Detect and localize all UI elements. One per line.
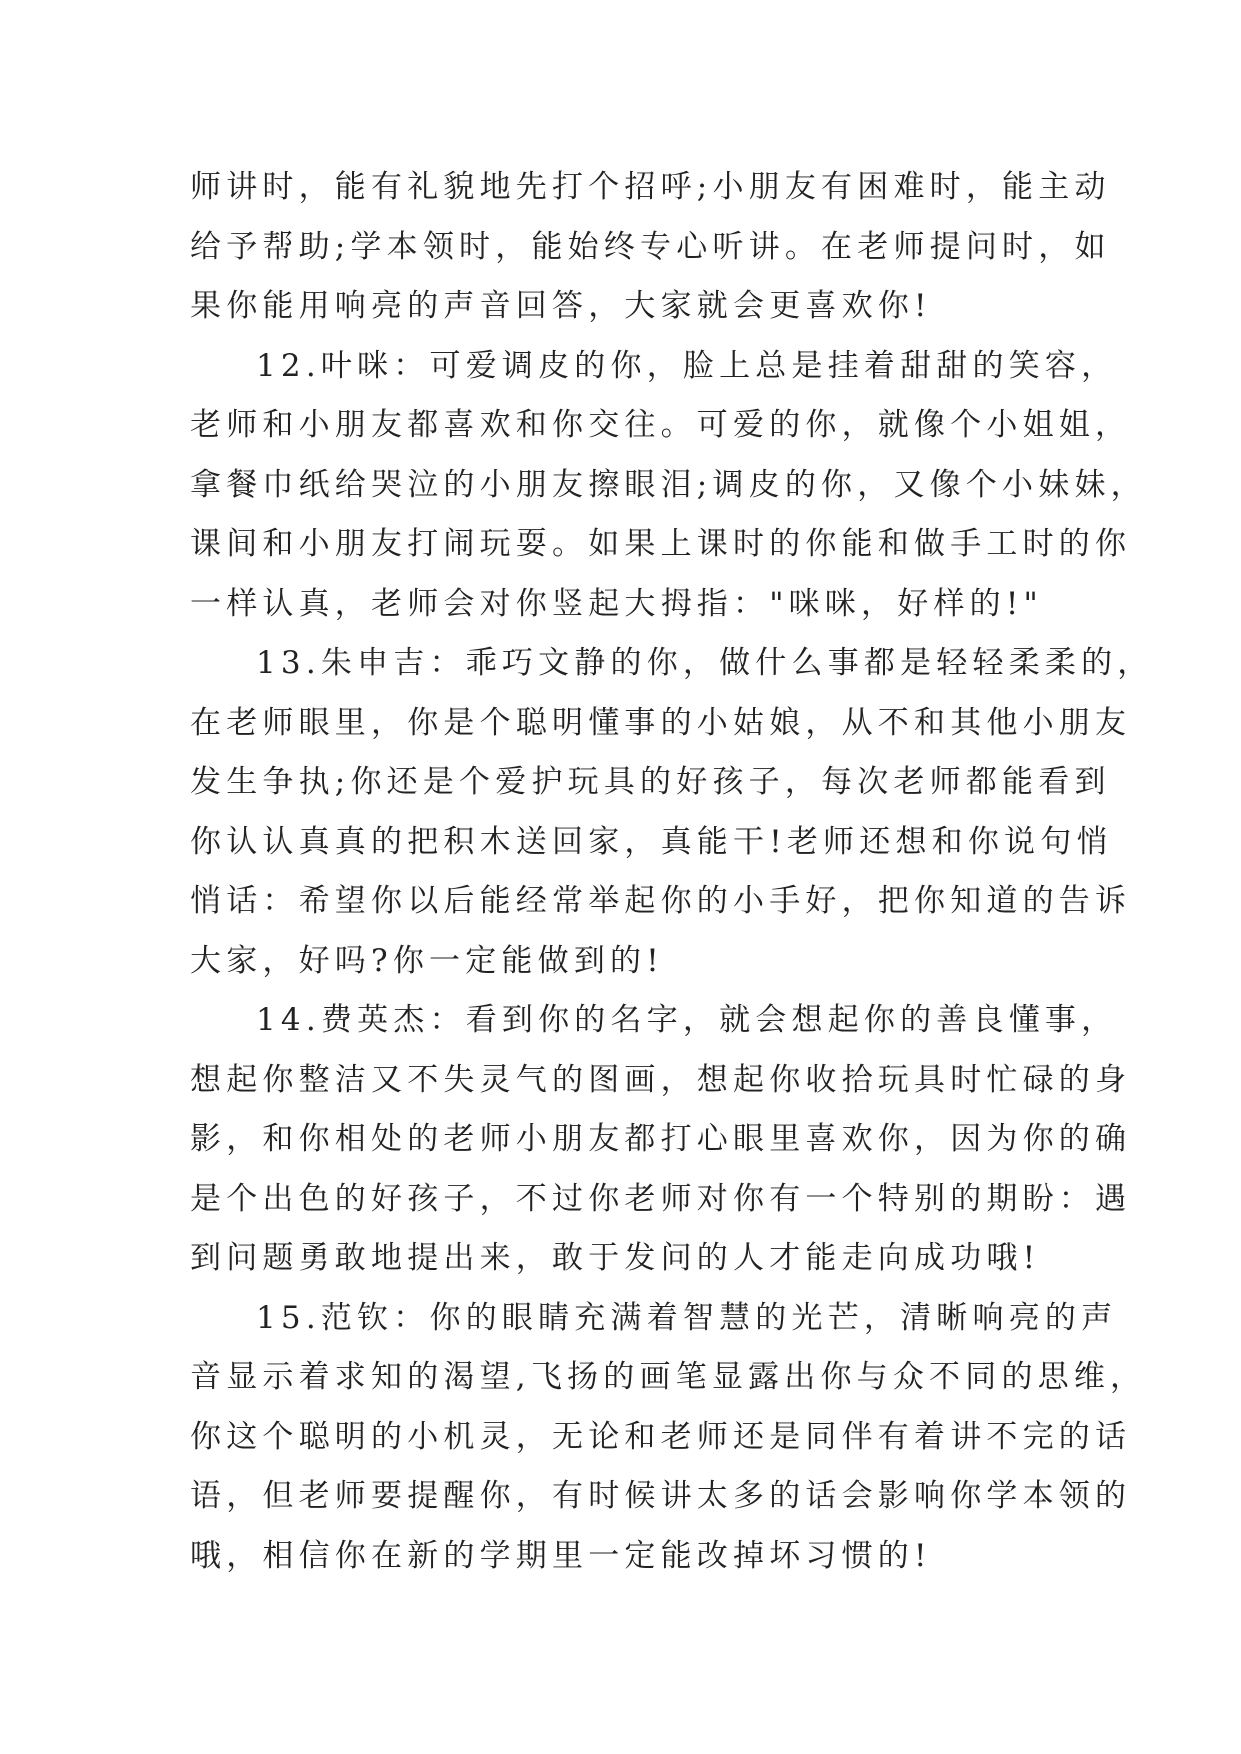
- text-line: 老师和小朋友都喜欢和你交往。可爱的你，就像个小姐姐，: [190, 407, 1132, 443]
- paragraph-item-14: [190, 991, 1132, 1289]
- text-line: 果你能用响亮的声音回答，大家就会更喜欢你!: [190, 288, 932, 324]
- text-line: 哦，相信你在新的学期里一定能改掉坏习惯的!: [190, 1537, 932, 1574]
- paragraph-item-13: [190, 634, 1154, 991]
- text-line: 是个出色的好孩子，不过你老师对你有一个特别的期盼：遇: [190, 1180, 1132, 1217]
- text-line: 大家，好吗?你一定能做到的!: [190, 942, 664, 979]
- text-line: 一样认真，老师会对你竖起大拇指："咪咪，好样的!": [190, 585, 1043, 622]
- text-line: 拿餐巾纸给哭泣的小朋友擦眼泪;调皮的你，又像个小妹妹，: [190, 466, 1147, 503]
- text-line: 你认认真真的把积木送回家，真能干!老师还想和你说句悄: [190, 823, 1113, 860]
- paragraph-intro: [190, 158, 1111, 337]
- text-line: 音显示着求知的渴望,飞扬的画笔显露出你与众不同的思维，: [190, 1359, 1147, 1395]
- text-line: 13.朱申吉：乖巧文静的你，做什么事都是轻轻柔柔的，: [256, 645, 1154, 681]
- text-line: 到问题勇敢地提出来，敢于发问的人才能走向成功哦!: [190, 1240, 1041, 1276]
- text-line: 在老师眼里，你是个聪明懂事的小姑娘，从不和其他小朋友: [190, 704, 1132, 741]
- text-line: 12.叶咪：可爱调皮的你，脸上总是挂着甜甜的笑容，: [256, 347, 1118, 384]
- text-line: 15.范钦：你的眼睛充满着智慧的光芒，清晰响亮的声: [256, 1299, 1118, 1336]
- text-line: 影，和你相处的老师小朋友都打心眼里喜欢你，因为你的确: [190, 1121, 1132, 1157]
- paragraph-item-15: [190, 1289, 1147, 1587]
- text-line: 发生争执;你还是个爱护玩具的好孩子，每次老师都能看到: [190, 764, 1111, 800]
- text-line: 14.费英杰：看到你的名字，就会想起你的善良懂事，: [256, 1002, 1118, 1038]
- text-line: 你这个聪明的小机灵，无论和老师还是同伴有着讲不完的话: [190, 1418, 1132, 1455]
- document-body: [190, 158, 1154, 1586]
- text-line: 语，但老师要提醒你，有时候讲太多的话会影响你学本领的: [190, 1478, 1132, 1514]
- text-line: 课间和小朋友打闹玩耍。如果上课时的你能和做手工时的你: [190, 526, 1132, 562]
- text-line: 师讲时，能有礼貌地先打个招呼;小朋友有困难时，能主动: [190, 169, 1111, 205]
- text-line: 给予帮助;学本领时，能始终专心听讲。在老师提问时，如: [190, 228, 1111, 265]
- text-line: 悄话：希望你以后能经常举起你的小手好，把你知道的告诉: [190, 883, 1132, 919]
- text-line: 想起你整洁又不失灵气的图画，想起你收拾玩具时忙碌的身: [190, 1061, 1132, 1098]
- paragraph-item-12: [190, 337, 1147, 635]
